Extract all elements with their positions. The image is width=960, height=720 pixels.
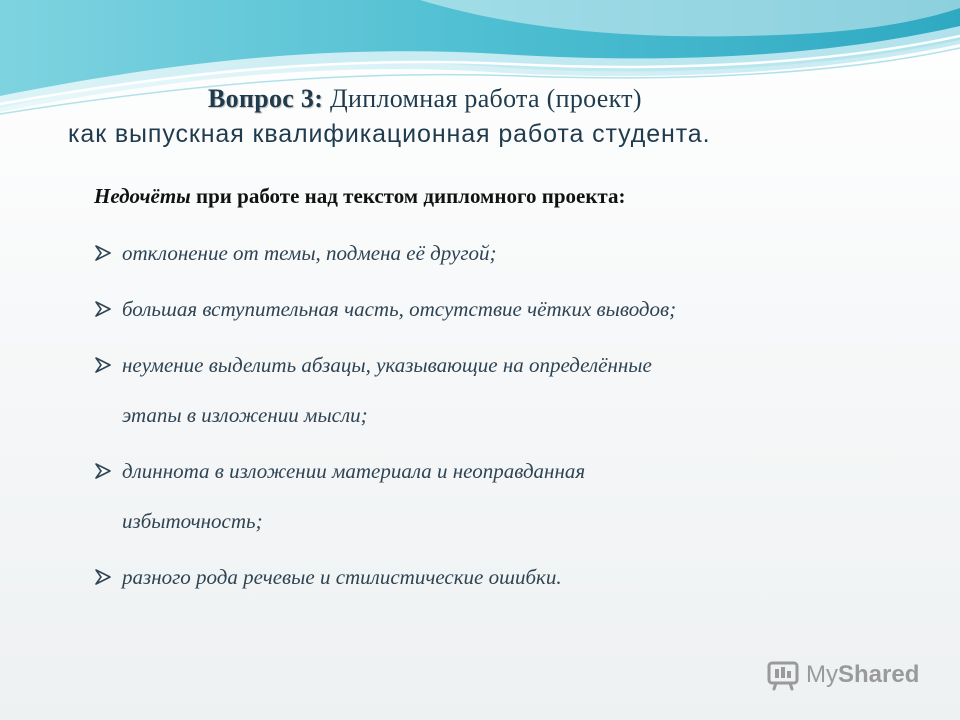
list-item: [94, 552, 894, 602]
watermark-my: My: [806, 661, 838, 688]
list-item-text: неумение выделить абзацы, указывающие на определённые: [122, 353, 652, 377]
title-prefix: Вопрос 3:: [208, 84, 324, 113]
subheading: [94, 184, 626, 209]
list-item-text-continued: этапы в изложении мысли;: [122, 403, 368, 427]
title-line-1: [208, 84, 642, 114]
arrow-bullet-icon: [94, 356, 112, 374]
list-item: [94, 446, 894, 546]
title-line-2: как выпускная квалификационная работа студента.: [68, 120, 711, 148]
myshared-watermark: [766, 655, 919, 695]
shortcomings-list: [94, 228, 894, 608]
subheading-rest: при работе над текстом дипломного проекта:: [196, 184, 626, 208]
arrow-bullet-icon: [94, 462, 112, 480]
list-item: [94, 340, 894, 440]
title-main: Дипломная работа (проект): [330, 84, 642, 113]
myshared-logo-icon: [766, 658, 800, 692]
list-item-text: отклонение от темы, подмена её другой;: [122, 241, 497, 265]
arrow-bullet-icon: [94, 244, 112, 262]
list-item-text-continued: избыточность;: [122, 509, 263, 533]
list-item-text: длиннота в изложении материала и неоправданная: [122, 459, 586, 483]
list-item-text: разного рода речевые и стилистические ошибки.: [122, 565, 562, 589]
list-item: [94, 284, 894, 334]
subheading-emphasis: Недочёты: [94, 184, 191, 208]
arrow-bullet-icon: [94, 568, 112, 586]
list-item: [94, 228, 894, 278]
arrow-bullet-icon: [94, 300, 112, 318]
watermark-shared: Shared: [838, 661, 920, 688]
list-item-text: большая вступительная часть, отсутствие чётких выводов;: [122, 297, 677, 321]
